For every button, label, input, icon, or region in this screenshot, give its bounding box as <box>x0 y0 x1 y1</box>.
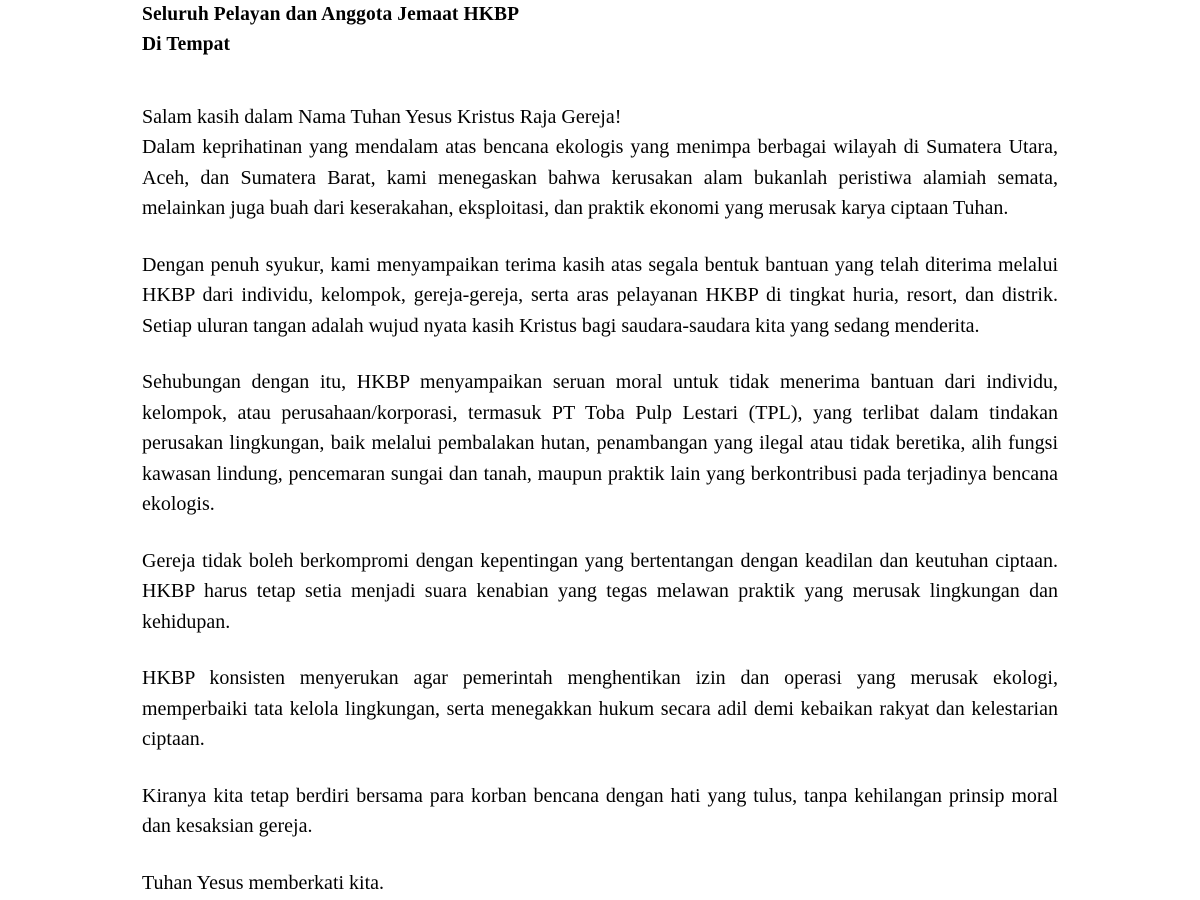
body-paragraph-6: Kiranya kita tetap berdiri bersama para korban bencana dengan hati yang tulus, tanpa kehilangan prinsip moral dan kesaksian gereja. <box>142 784 1058 837</box>
body-paragraph-1: Dalam keprihatinan yang mendalam atas bencana ekologis yang menimpa berbagai wilayah di Sumatera Utara, Aceh, dan Sumatera Barat, kami menegaskan bahwa kerusakan alam bukanlah peristiwa alamiah semata, melainkan juga buah dari keserakahan, eksploitasi, dan praktik ekonomi yang merusak karya ciptaan Tuhan. <box>142 136 1058 219</box>
document-text-column <box>142 0 1058 900</box>
addressee-block <box>142 0 1058 60</box>
body-paragraph-5: HKBP konsisten menyerukan agar pemerintah menghentikan izin dan operasi yang merusak ekologi, memperbaiki tata kelola lingkungan, serta menegakkan hukum secara adil demi kebaikan rakyat dan kelestarian ciptaan. <box>142 667 1058 750</box>
addressee-line-1: Seluruh Pelayan dan Anggota Jemaat HKBP <box>142 4 520 25</box>
body-paragraph-4: Gereja tidak boleh berkompromi dengan kepentingan yang bertentangan dengan keadilan dan keutuhan ciptaan. HKBP harus tetap setia menjadi suara kenabian yang tegas melawan praktik yang merusak lingkungan dan kehidupan. <box>142 549 1058 633</box>
salutation-line: Salam kasih dalam Nama Tuhan Yesus Kristus Raja Gereja! <box>142 106 622 128</box>
body-paragraph-2: Dengan penuh syukur, kami menyampaikan terima kasih atas segala bentuk bantuan yang telah diterima melalui HKBP dari individu, kelompok, gereja-gereja, serta aras pelayanan HKBP di tingkat huria, resort, dan distrik. Setiap uluran tangan adalah wujud nyata kasih Kristus bagi saudara-saudara kita yang sedang menderita. <box>142 253 1058 337</box>
addressee-line-2: Di Tempat <box>142 34 231 55</box>
closing-line-clipped: Tuhan Yesus memberkati kita. <box>142 871 385 894</box>
body-paragraph-3: Sehubungan dengan itu, HKBP menyampaikan seruan moral untuk tidak menerima bantuan dari individu, kelompok, atau perusahaan/korporasi, termasuk PT Toba Pulp Lestari (TPL), yang terlibat dalam tindakan perusakan lingkungan, baik melalui pembalakan hutan, penambangan yang ilegal atau tidak beretika, alih fungsi kawasan lindung, pencemaran sungai dan tanah, maupun praktik lain yang berkontribusi pada terjadinya bencana ekologis. <box>142 371 1058 515</box>
